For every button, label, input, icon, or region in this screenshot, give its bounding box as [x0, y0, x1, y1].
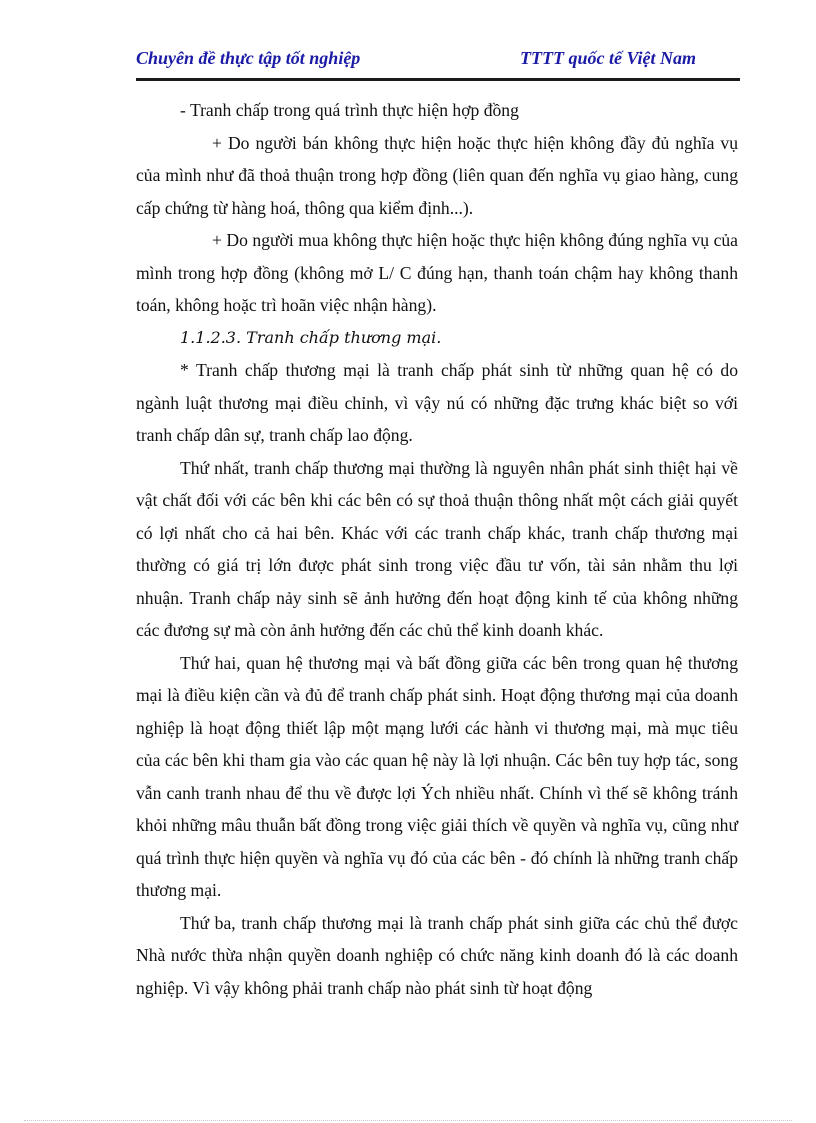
header-divider	[136, 78, 740, 81]
header-document-title: Chuyên đề thực tập tốt nghiệp	[136, 48, 361, 68]
paragraph-third-feature: Thứ ba, tranh chấp thương mại là tranh chấp phát sinh giữa các chủ thể được Nhà nước thừa nhận quyền doanh nghiệp có chức năng kinh doanh đó là các doanh nghiệp. Vì vậy không phải tranh chấp nào phát sinh từ hoạt động	[136, 912, 738, 998]
page-bottom-border	[24, 1120, 792, 1121]
paragraph-definition: * Tranh chấp thương mại là tranh chấp phát sinh từ những quan hệ có do ngành luật thương mại điều chỉnh, vì vậy nú có những đặc trưng khác biệt so với tranh chấp dân sự, tranh chấp lao động.	[136, 360, 738, 445]
paragraph-buyer-obligation: + Do người mua không thực hiện hoặc thực hiện không đúng nghĩa vụ của mình trong hợp đồng (không mở L/ C đúng hạn, thanh toán chậm hay không thanh toán, không hoặc trì hoãn việc nhận hàng).	[136, 230, 738, 315]
paragraph-first-feature: Thứ nhất, tranh chấp thương mại thường là nguyên nhân phát sinh thiệt hại về vật chất đối với các bên khi các bên có sự thoả thuận thông nhất một cách giải quyết có lợi nhất cho cả hai bên. Khác với các tranh chấp khác, tranh chấp thương mại thường có giá trị lớn được phát sinh trong việc đầu tư vốn, tài sản nhằm thu lợi nhuận. Tranh chấp nảy sinh sẽ ảnh hưởng đến hoạt động kinh tế của không những các đương sự mà còn ảnh hưởng đến các chủ thể kinh doanh khác.	[136, 457, 738, 640]
paragraph-seller-obligation: + Do người bán không thực hiện hoặc thực hiện không đầy đủ nghĩa vụ của mình như đã thoả thuận trong hợp đồng (liên quan đến nghĩa vụ giao hàng, cung cấp chứng từ hàng hoá, thông qua kiểm định...).	[136, 132, 738, 218]
document-body	[136, 94, 738, 1004]
page-header	[136, 46, 740, 78]
paragraph-dispute-intro: - Tranh chấp trong quá trình thực hiện hợp đồng	[180, 100, 519, 120]
section-heading: 1.1.2.3. Tranh chấp thương mại.	[180, 327, 442, 347]
paragraph-second-feature: Thứ hai, quan hệ thương mại và bất đồng giữa các bên trong quan hệ thương mại là điều kiện cần và đủ để tranh chấp phát sinh. Hoạt động thương mại của doanh nghiệp là hoạt động thiết lập một mạng lưới các hành vi thương mại, mà mục tiêu của các bên khi tham gia vào các quan hệ này là lợi nhuận. Các bên tuy hợp tác, song vẫn canh tranh nhau để thu về được lợi Ých nhiều nhất. Chính vì thế sẽ không tránh khỏi những mâu thuẫn bất đồng trong việc giải thích về quyền và nghĩa vụ, cũng như quá trình thực hiện quyền và nghĩa vụ đó của các bên - đó chính là những tranh chấp thương mại.	[136, 652, 738, 900]
header-organization: TTTT quốc tế Việt Nam	[520, 48, 696, 68]
